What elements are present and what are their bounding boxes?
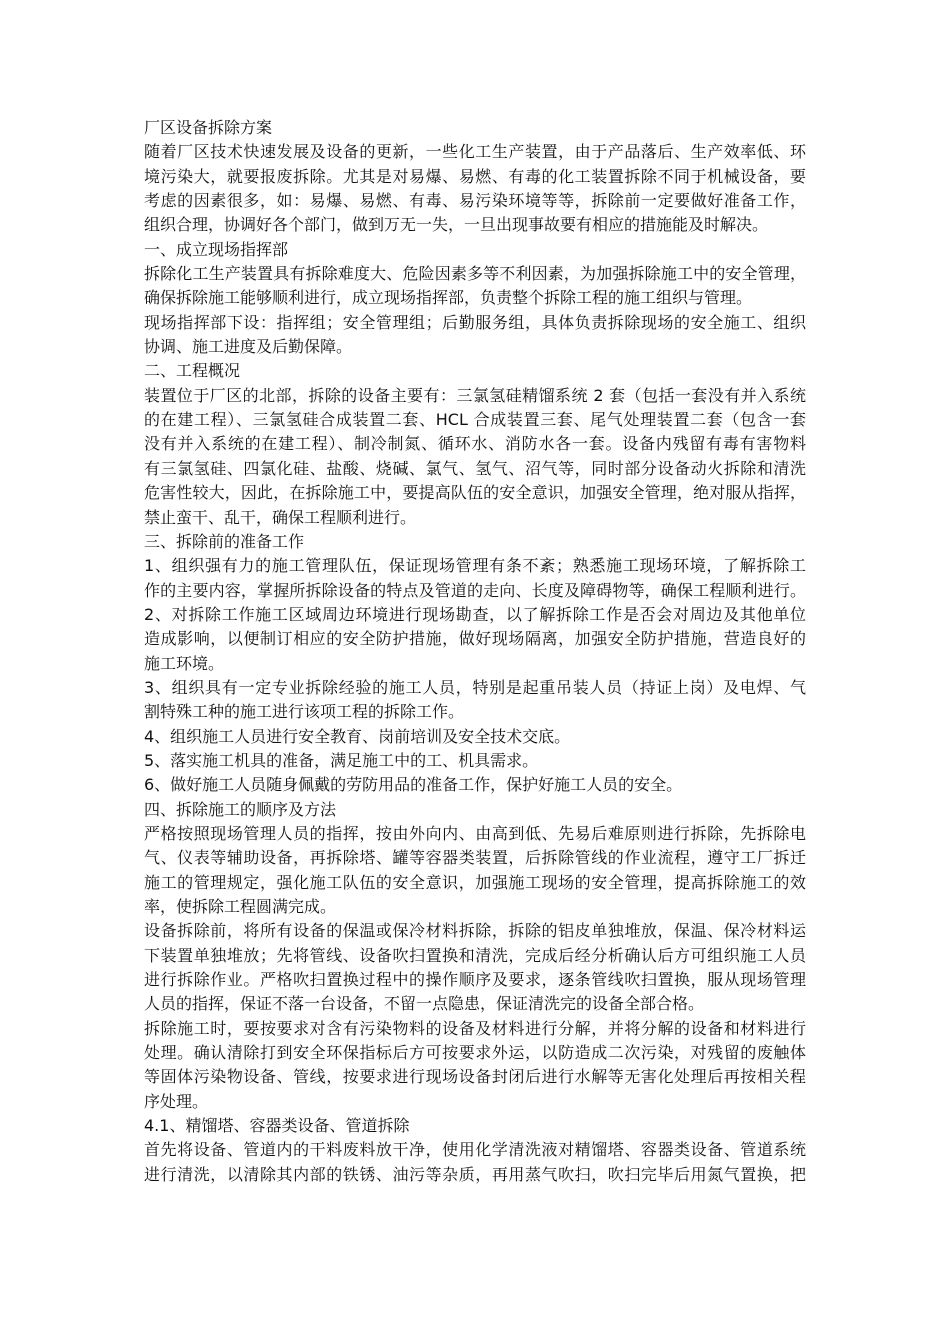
text-line: 下装置单独堆放；先将管线、设备吹扫置换和清洗，完成后经分析确认后方可组织施工人员 [144,945,806,965]
text-line: 序处理。 [144,1091,209,1111]
text-line: 2、对拆除工作施工区域周边环境进行现场勘查，以了解拆除工作是否会对周边及其他单位 [144,604,806,624]
text-line: 率，使拆除工程圆满完成。 [144,897,337,916]
text-line: 组织合理，协调好各个部门，做到万无一失，一旦出现事故要有相应的措施能及时解决。 [144,215,769,235]
text-line: 装置位于厂区的北部，拆除的设备主要有：三氯氢硅精馏系统 2 套（包括一套没有并入系统 [144,385,806,405]
text-line: 进行清洗，以清除其内部的铁锈、油污等杂质，再用蒸气吹扫，吹扫完毕后用氮气置换，把 [144,1164,806,1184]
text-line: 严格按照现场管理人员的指挥，按由外向内、由高到低、先易后难原则进行拆除，先拆除电 [144,823,806,843]
text-line: 境污染大，就要报废拆除。尤其是对易爆、易燃、有毒的化工装置拆除不同于机械设备，要 [144,166,806,186]
document-page [144,116,806,1187]
text-line: 施工的管理规定，强化施工队伍的安全意识，加强施工现场的安全管理，提高拆除施工的效 [144,872,806,892]
text-line: 首先将设备、管道内的干料废料放干净，使用化学清洗液对精馏塔、容器类设备、管道系统 [144,1140,806,1160]
text-line: 随着厂区技术快速发展及设备的更新，一些化工生产装置，由于产品落后、生产效率低、环 [144,142,806,162]
text-line: 人员的指挥，保证不落一台设备，不留一点隐患，保证清洗完的设备全部合格。 [144,994,705,1014]
document-title: 厂区设备拆除方案 [144,118,273,137]
text-line: 等固体污染物设备、管线，按要求进行现场设备封闭后进行水解等无害化处理后再按相关程 [144,1067,806,1087]
text-line: 进行拆除作业。严格吹扫置换过程中的操作顺序及要求，逐条管线吹扫置换，服从现场管理 [144,970,806,990]
text-line: 的在建工程）、三氯氢硅合成装置二套、HCL 合成装置三套、尾气处理装置二套（包含一套 [144,410,806,430]
text-line: 没有并入系统的在建工程）、制冷制氮、循环水、消防水各一套。设备内残留有毒有害物料 [144,434,806,454]
text-line: 处理。确认清除打到安全环保指标后方可按要求外运，以防造成二次污染，对残留的废触体 [144,1043,806,1063]
text-line: 二、工程概况 [144,361,241,381]
text-line: 4、组织施工人员进行安全教育、岗前培训及安全技术交底。 [144,726,571,746]
text-line: 危害性较大，因此，在拆除施工中，要提高队伍的安全意识，加强安全管理，绝对服从指挥， [144,483,806,503]
text-line: 有三氯氢硅、四氯化硅、盐酸、烧碱、氯气、氢气、沼气等，同时部分设备动火拆除和清洗 [144,458,806,478]
text-line: 一、成立现场指挥部 [144,239,289,259]
text-line: 割特殊工种的施工进行该项工程的拆除工作。 [144,702,465,722]
text-line: 施工环境。 [144,653,225,673]
text-line: 三、拆除前的准备工作 [144,531,305,551]
text-line: 3、组织具有一定专业拆除经验的施工人员，特别是起重吊装人员（持证上岗）及电焊、气 [144,677,806,697]
text-line: 作的主要内容，掌握所拆除设备的特点及管道的走向、长度及障碍物等，确保工程顺利进行。 [144,580,806,600]
text-line: 1、组织强有力的施工管理队伍，保证现场管理有条不紊；熟悉施工现场环境，了解拆除工 [144,556,806,576]
text-line: 现场指挥部下设：指挥组；安全管理组；后勤服务组，具体负责拆除现场的安全施工、组织 [144,312,806,332]
text-line: 拆除化工生产装置具有拆除难度大、危险因素多等不利因素，为加强拆除施工中的安全管理， [144,264,806,284]
text-line: 拆除施工时，要按要求对含有污染物料的设备及材料进行分解，并将分解的设备和材料进行 [144,1018,806,1038]
text-line: 设备拆除前，将所有设备的保温或保冷材料拆除，拆除的铝皮单独堆放，保温、保冷材料运 [144,921,806,941]
text-line: 协调、施工进度及后勤保障。 [144,337,353,357]
text-line: 5、落实施工机具的准备，满足施工中的工、机具需求。 [144,750,539,770]
text-line: 考虑的因素很多，如：易爆、易燃、有毒、易污染环境等等，拆除前一定要做好准备工作， [144,191,806,211]
text-line: 6、做好施工人员随身佩戴的劳防用品的准备工作，保护好施工人员的安全。 [144,775,683,795]
text-line: 气、仪表等辅助设备，再拆除塔、罐等容器类装置，后拆除管线的作业流程，遵守工厂拆迁 [144,848,806,868]
text-line: 确保拆除施工能够顺利进行，成立现场指挥部，负责整个拆除工程的施工组织与管理。 [144,288,753,308]
text-line: 4.1、精馏塔、容器类设备、管道拆除 [144,1116,410,1136]
text-line: 禁止蛮干、乱干，确保工程顺利进行。 [144,507,417,527]
text-line: 四、拆除施工的顺序及方法 [144,799,337,819]
text-line: 造成影响，以便制订相应的安全防护措施，做好现场隔离，加强安全防护措施，营造良好的 [144,629,806,649]
